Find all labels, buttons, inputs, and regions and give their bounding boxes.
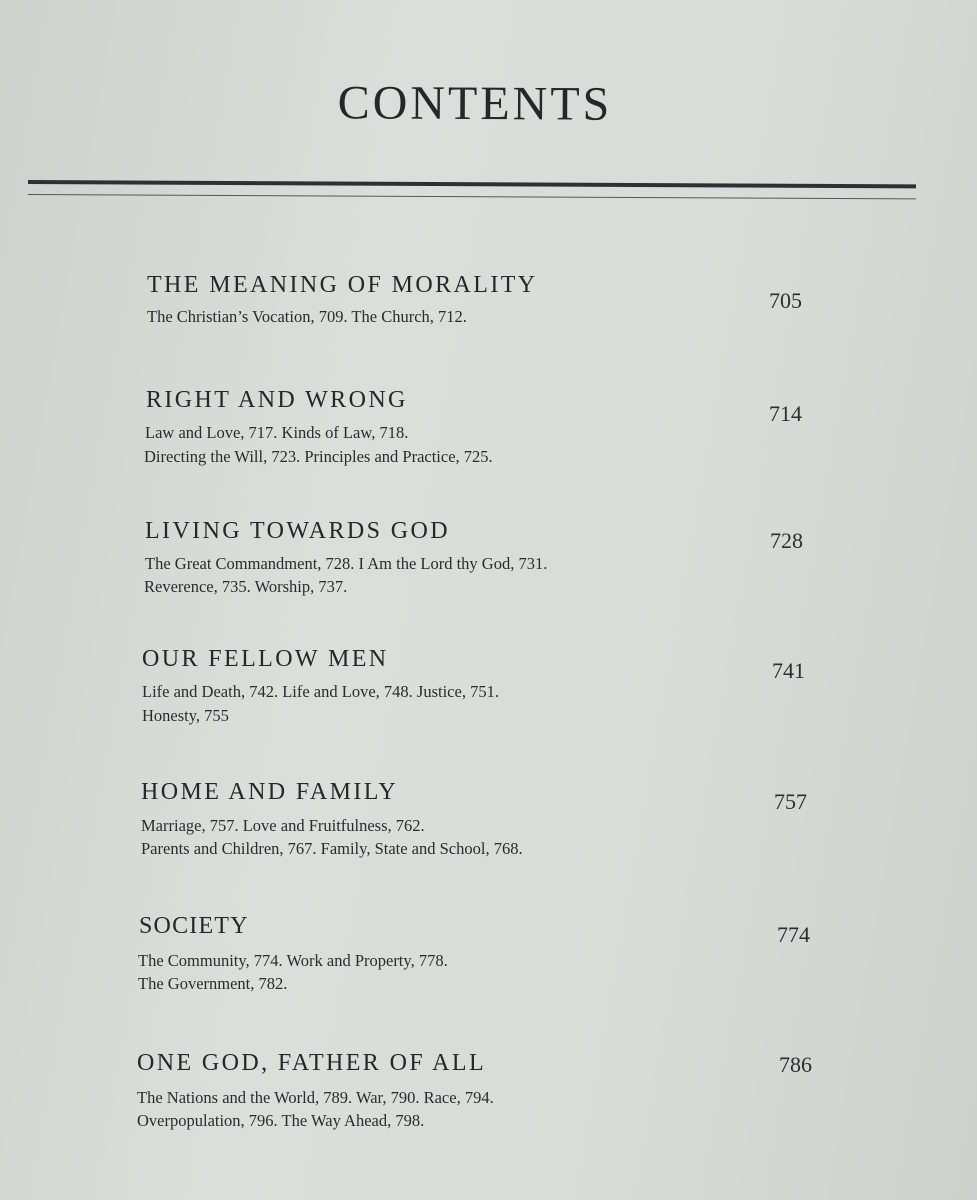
section-heading: THE MEANING OF MORALITY [147,272,538,298]
section-subtopics: The Great Commandment, 728. I Am the Lord thy God, 731. [145,554,548,573]
section-page-number: 728 [770,528,803,553]
section-page-number: 774 [777,922,810,947]
section-heading: ONE GOD, FATHER OF ALL [137,1050,487,1076]
section-subtopics: Life and Death, 742. Life and Love, 748. Justice, 751. [142,682,499,701]
section-subtopics: The Government, 782. [138,974,288,993]
section-subtopics: Marriage, 757. Love and Fruitfulness, 762. [141,816,425,835]
section-page-number: 705 [769,288,802,313]
section-subtopics: The Christian’s Vocation, 709. The Church, 712. [147,307,467,326]
section-subtopics: The Nations and the World, 789. War, 790. Race, 794. [137,1088,494,1107]
section-heading: OUR FELLOW MEN [142,646,389,672]
section-subtopics: Law and Love, 717. Kinds of Law, 718. [145,423,409,442]
section-page-number: 786 [779,1052,812,1077]
section-heading: SOCIETY [139,913,249,939]
section-subtopics: Honesty, 755 [142,706,229,725]
section-page-number: 757 [774,789,807,814]
section-subtopics: Parents and Children, 767. Family, State and School, 768. [141,839,523,858]
title-rule-thin [28,194,916,199]
section-heading: RIGHT AND WRONG [146,387,408,413]
section-subtopics: Overpopulation, 796. The Way Ahead, 798. [137,1111,425,1130]
section-subtopics: Directing the Will, 723. Principles and Practice, 725. [144,447,493,466]
page-title: CONTENTS [337,76,613,131]
section-heading: LIVING TOWARDS GOD [145,518,450,544]
section-page-number: 714 [769,401,802,426]
title-rule-thick [28,180,916,188]
section-subtopics: Reverence, 735. Worship, 737. [144,577,348,596]
section-heading: HOME AND FAMILY [141,779,399,805]
section-page-number: 741 [772,658,805,683]
section-subtopics: The Community, 774. Work and Property, 778. [138,951,448,970]
